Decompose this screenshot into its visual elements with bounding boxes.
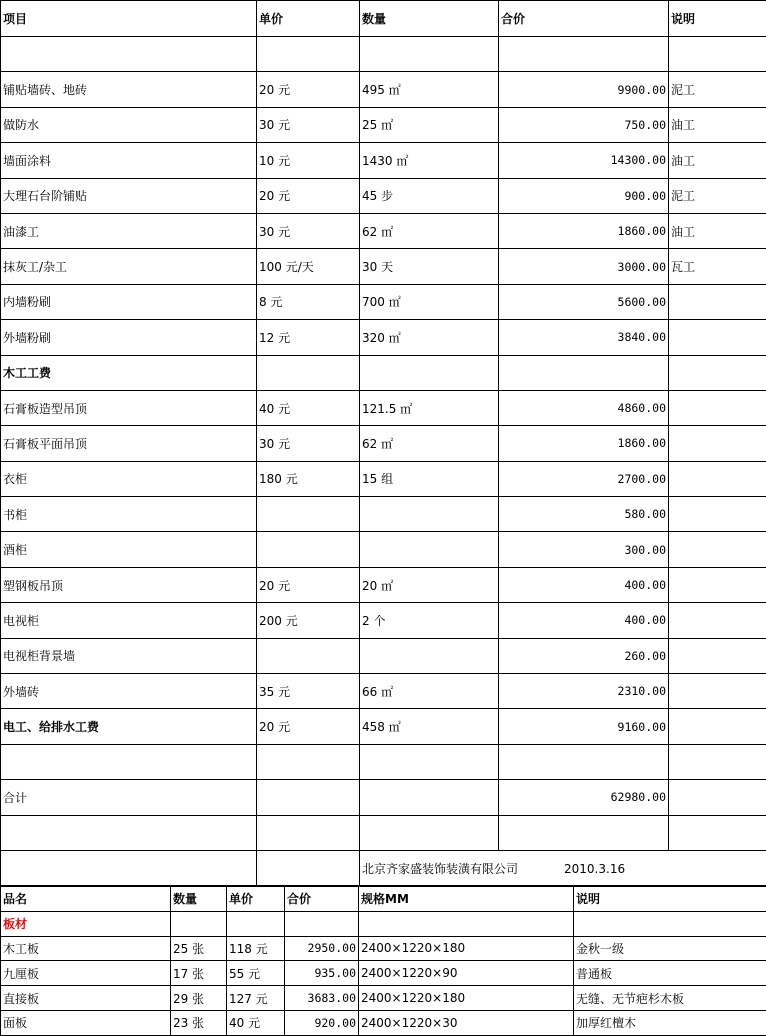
total-cell [499,815,669,850]
price-cell [257,638,360,673]
price-cell: 20 元 [257,178,360,213]
note-cell: 油工 [669,143,766,178]
column-header: 说明 [574,887,766,912]
qty-cell: 62 ㎡ [360,426,499,461]
note-cell [669,497,766,532]
item-cell: 电视柜背景墙 [1,638,257,673]
column-header: 合价 [285,887,359,912]
materials-header-row [1,887,766,912]
spec-cell: 2400×1220×30 [359,1010,574,1035]
price-cell: 55 元 [227,961,285,986]
qty-cell [360,744,499,779]
item-cell [1,815,257,850]
table-row [1,178,766,213]
item-cell: 外墙粉刷 [1,320,257,355]
item-cell: 铺贴墙砖、地砖 [1,72,257,107]
signature-cell [360,850,766,885]
note-cell [669,284,766,319]
price-cell: 8 元 [257,284,360,319]
price-cell: 118 元 [227,936,285,961]
table-row [1,638,766,673]
note-cell [669,744,766,779]
table-row [1,213,766,248]
table-row [1,936,766,961]
empty-cell [171,911,227,936]
item-cell: 油漆工 [1,213,257,248]
qty-cell: 495 ㎡ [360,72,499,107]
note-cell [669,780,766,815]
total-cell: 9900.00 [499,72,669,107]
item-cell: 外墙砖 [1,674,257,709]
total-cell: 2700.00 [499,461,669,496]
table-row [1,603,766,638]
table-row [1,1010,766,1035]
qty-cell [360,532,499,567]
price-cell: 20 元 [257,567,360,602]
item-cell [1,37,257,72]
table-row [1,961,766,986]
price-cell: 200 元 [257,603,360,638]
empty-cell [359,911,574,936]
note-cell [669,567,766,602]
total-cell: 2310.00 [499,674,669,709]
price-cell [257,744,360,779]
total-cell: 300.00 [499,532,669,567]
section-row [1,911,766,936]
qty-cell: 2 个 [360,603,499,638]
price-cell: 12 元 [257,320,360,355]
qty-cell: 62 ㎡ [360,213,499,248]
name-cell: 面板 [1,1010,171,1035]
table-row [1,674,766,709]
qty-cell: 30 天 [360,249,499,284]
qty-cell: 25 ㎡ [360,107,499,142]
total-cell: 2950.00 [285,936,359,961]
note-cell [669,674,766,709]
note-cell [669,709,766,744]
qty-cell: 458 ㎡ [360,709,499,744]
column-header: 合价 [499,1,669,37]
column-header: 说明 [669,1,766,37]
table-row [1,815,766,850]
total-cell: 920.00 [285,1010,359,1035]
table-row [1,72,766,107]
qty-cell: 45 步 [360,178,499,213]
note-cell [669,426,766,461]
column-header: 单价 [227,887,285,912]
price-cell: 180 元 [257,461,360,496]
price-cell [257,497,360,532]
item-cell: 塑钢板吊顶 [1,567,257,602]
table-row [1,744,766,779]
note-cell [669,461,766,496]
item-cell: 墙面涂料 [1,143,257,178]
table-row [1,709,766,744]
price-cell: 30 元 [257,107,360,142]
price-cell: 127 元 [227,986,285,1011]
company-name: 北京齐家盛装饰装潢有限公司 [362,861,519,876]
table-row [1,567,766,602]
item-cell: 电工、给排水工费 [1,709,257,744]
item-cell: 做防水 [1,107,257,142]
total-cell: 3840.00 [499,320,669,355]
qty-cell [360,37,499,72]
item-cell: 书柜 [1,497,257,532]
note-cell: 普通板 [574,961,766,986]
total-cell: 580.00 [499,497,669,532]
table-row [1,284,766,319]
qty-cell: 25 张 [171,936,227,961]
qty-cell [360,497,499,532]
total-cell: 62980.00 [499,780,669,815]
price-cell: 30 元 [257,213,360,248]
table-row [1,143,766,178]
qty-cell [360,815,499,850]
signature-empty-cell [1,850,257,885]
column-header: 品名 [1,887,171,912]
spec-cell: 2400×1220×90 [359,961,574,986]
price-cell [257,815,360,850]
signature-date: 2010.3.16 [564,861,626,876]
total-cell [499,37,669,72]
qty-cell: 700 ㎡ [360,284,499,319]
note-cell: 加厚红檀木 [574,1010,766,1035]
quote-header-row [1,1,766,37]
qty-cell [360,355,499,390]
note-cell: 泥工 [669,72,766,107]
price-cell [257,37,360,72]
qty-cell: 1430 ㎡ [360,143,499,178]
note-cell: 无缝、无节疤杉木板 [574,986,766,1011]
qty-cell: 320 ㎡ [360,320,499,355]
qty-cell: 66 ㎡ [360,674,499,709]
signature-empty-cell [257,850,360,885]
qty-cell: 20 ㎡ [360,567,499,602]
column-header: 规格MM [359,887,574,912]
note-cell: 金秋一级 [574,936,766,961]
item-cell: 酒柜 [1,532,257,567]
table-row [1,497,766,532]
item-cell: 石膏板造型吊顶 [1,390,257,425]
table-row [1,532,766,567]
name-cell: 九厘板 [1,961,171,986]
note-cell [669,603,766,638]
total-cell: 3683.00 [285,986,359,1011]
name-cell: 直接板 [1,986,171,1011]
empty-cell [227,911,285,936]
total-cell [499,744,669,779]
qty-cell: 17 张 [171,961,227,986]
total-cell: 9160.00 [499,709,669,744]
qty-cell: 29 张 [171,986,227,1011]
item-cell: 木工工费 [1,355,257,390]
item-cell: 石膏板平面吊顶 [1,426,257,461]
qty-cell [360,780,499,815]
table-row [1,780,766,815]
table-row [1,461,766,496]
total-cell: 935.00 [285,961,359,986]
note-cell: 油工 [669,107,766,142]
note-cell [669,37,766,72]
price-cell [257,780,360,815]
table-row [1,37,766,72]
price-cell: 30 元 [257,426,360,461]
table-row [1,390,766,425]
table-row [1,426,766,461]
price-cell: 10 元 [257,143,360,178]
price-cell [257,532,360,567]
table-row [1,249,766,284]
total-cell: 400.00 [499,603,669,638]
total-cell: 14300.00 [499,143,669,178]
empty-cell [285,911,359,936]
total-cell: 750.00 [499,107,669,142]
column-header: 单价 [257,1,360,37]
column-header: 项目 [1,1,257,37]
table-row [1,355,766,390]
price-cell: 35 元 [257,674,360,709]
price-cell: 40 元 [257,390,360,425]
total-cell: 900.00 [499,178,669,213]
note-cell [669,355,766,390]
item-cell: 衣柜 [1,461,257,496]
price-cell: 40 元 [227,1010,285,1035]
qty-cell: 15 组 [360,461,499,496]
note-cell: 泥工 [669,178,766,213]
item-cell: 大理石台阶铺贴 [1,178,257,213]
price-cell: 20 元 [257,709,360,744]
note-cell [669,815,766,850]
section-label: 板材 [1,911,171,936]
item-cell: 合计 [1,780,257,815]
item-cell: 内墙粉刷 [1,284,257,319]
column-header: 数量 [171,887,227,912]
materials-table [0,886,766,1036]
qty-cell [360,638,499,673]
item-cell: 抹灰工/杂工 [1,249,257,284]
qty-cell: 23 张 [171,1010,227,1035]
table-row [1,986,766,1011]
total-cell [499,355,669,390]
note-cell: 瓦工 [669,249,766,284]
spec-cell: 2400×1220×180 [359,936,574,961]
signature-row [1,850,766,885]
note-cell [669,638,766,673]
note-cell [669,320,766,355]
column-header: 数量 [360,1,499,37]
total-cell: 1860.00 [499,426,669,461]
empty-cell [574,911,766,936]
note-cell: 油工 [669,213,766,248]
item-cell: 电视柜 [1,603,257,638]
total-cell: 5600.00 [499,284,669,319]
price-cell: 100 元/天 [257,249,360,284]
total-cell: 1860.00 [499,213,669,248]
name-cell: 木工板 [1,936,171,961]
qty-cell: 121.5 ㎡ [360,390,499,425]
table-row [1,107,766,142]
table-row [1,320,766,355]
total-cell: 260.00 [499,638,669,673]
note-cell [669,390,766,425]
note-cell [669,532,766,567]
item-cell [1,744,257,779]
price-cell [257,355,360,390]
total-cell: 3000.00 [499,249,669,284]
total-cell: 4860.00 [499,390,669,425]
price-cell: 20 元 [257,72,360,107]
spec-cell: 2400×1220×180 [359,986,574,1011]
total-cell: 400.00 [499,567,669,602]
